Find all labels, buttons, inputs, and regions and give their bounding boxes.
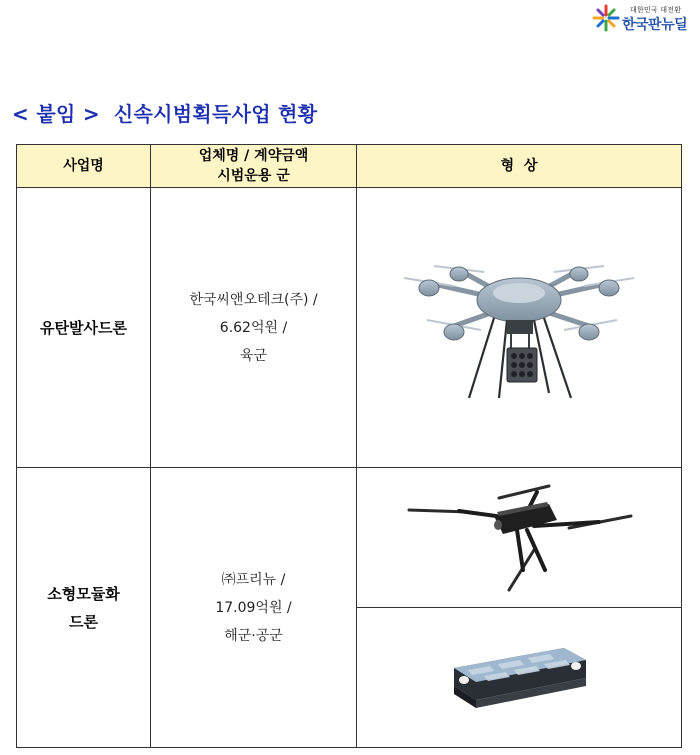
- row1-amount: 6.62억원 /: [219, 319, 288, 336]
- logo-small-text: 대한민국 대전환: [630, 6, 682, 14]
- page-heading: [12, 98, 317, 127]
- row2-amount: 17.09억원 /: [215, 599, 292, 616]
- row1-company: 한국씨앤오테크(주) /: [189, 291, 318, 308]
- quadcopter-drone-folded-icon: [444, 638, 594, 718]
- row2-image-folded: [357, 608, 682, 748]
- row2-name-line1: 소형모듈화: [47, 584, 120, 603]
- heading-prefix: < 붙임 >: [12, 102, 100, 126]
- header-company-amount-unit: [151, 145, 357, 188]
- logo-brand-text: 한국판뉴딜: [622, 17, 688, 33]
- project-table: [16, 144, 682, 748]
- row2-project-name: [17, 468, 151, 748]
- row1-info: [151, 188, 357, 468]
- row2-info: [151, 468, 357, 748]
- logo-burst-icon: [592, 4, 620, 32]
- row2-company: ㈜프리뉴 /: [221, 571, 286, 588]
- header-project-name: 사업명: [17, 145, 151, 188]
- row1-image: [357, 188, 682, 468]
- heading-title: 신속시범획득사업 현황: [113, 102, 318, 126]
- table-row: [17, 188, 682, 468]
- row1-project-name: 유탄발사드론: [17, 188, 151, 468]
- header-pilot-unit: 시범운용 군: [217, 168, 290, 184]
- table-row: [17, 468, 682, 608]
- hexacopter-drone-icon: [399, 248, 639, 408]
- quadcopter-drone-unfolded-icon: [399, 478, 639, 598]
- header-company-amount: 업체명 / 계약금액: [198, 148, 309, 164]
- row2-name-line2: 드론: [69, 612, 98, 631]
- table-header-row: [17, 145, 682, 188]
- row1-unit: 육군: [239, 347, 268, 364]
- hanguk-pan-new-deal-logo: [590, 2, 696, 36]
- row2-image-unfolded: [357, 468, 682, 608]
- row2-unit: 해군·공군: [224, 627, 283, 644]
- header-shape: 형 상: [357, 145, 682, 188]
